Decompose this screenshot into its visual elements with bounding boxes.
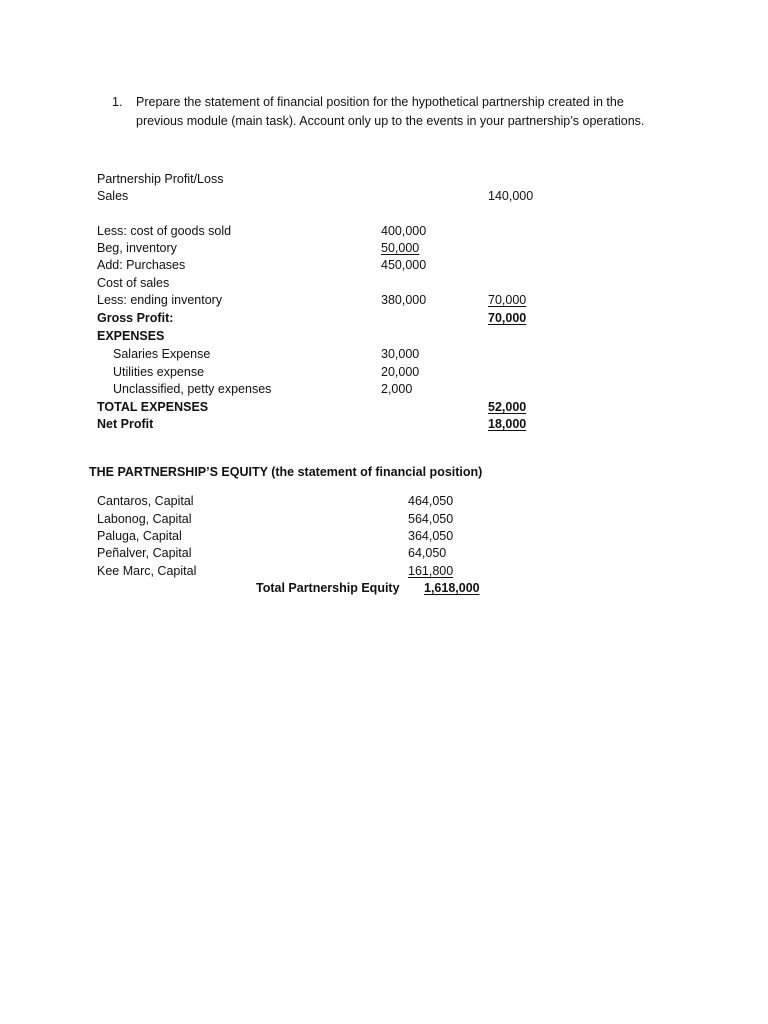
partner-capital-value: 464,050 [408, 494, 454, 508]
partner-capital-value: 364,050 [408, 529, 454, 543]
cogs-value: 400,000 [381, 224, 427, 238]
sales-label: Sales [97, 189, 129, 203]
expense-label: Salaries Expense [113, 347, 211, 361]
total-equity-label: Total Partnership Equity [256, 581, 400, 595]
partner-capital-label: Kee Marc, Capital [97, 564, 197, 578]
instruction-number: 1. [112, 95, 123, 109]
profit-loss-heading: Partnership Profit/Loss [97, 172, 224, 186]
ending-inventory-total: 70,000 [488, 293, 527, 307]
beg-inventory-label: Beg, inventory [97, 241, 177, 255]
purchases-label: Add: Purchases [97, 258, 186, 272]
expense-value: 20,000 [381, 365, 420, 379]
partner-capital-label: Labonog, Capital [97, 512, 192, 526]
net-profit-label: Net Profit [97, 417, 154, 431]
gross-profit-value: 70,000 [488, 311, 527, 325]
expenses-heading: EXPENSES [97, 329, 165, 343]
partner-capital-value: 564,050 [408, 512, 454, 526]
net-profit-value: 18,000 [488, 417, 527, 431]
instruction-line-2: previous module (main task). Account only up to the events in your partnership’s operations. [136, 114, 645, 128]
expense-label: Unclassified, petty expenses [113, 382, 272, 396]
partner-capital-value: 161,800 [408, 564, 454, 578]
sales-value: 140,000 [488, 189, 534, 203]
total-equity-value: 1,618,000 [424, 581, 480, 595]
expense-label: Utilities expense [113, 365, 205, 379]
equity-heading: THE PARTNERSHIP’S EQUITY (the statement of financial position) [89, 465, 483, 479]
partner-capital-label: Paluga, Capital [97, 529, 182, 543]
partner-capital-label: Cantaros, Capital [97, 494, 194, 508]
cogs-label: Less: cost of goods sold [97, 224, 232, 238]
purchases-value: 450,000 [381, 258, 427, 272]
gross-profit-label: Gross Profit: [97, 311, 174, 325]
total-expenses-value: 52,000 [488, 400, 527, 414]
partner-capital-value: 64,050 [408, 546, 447, 560]
expense-value: 2,000 [381, 382, 413, 396]
partner-capital-label: Peñalver, Capital [97, 546, 192, 560]
ending-inventory-value: 380,000 [381, 293, 427, 307]
instruction-line-1: Prepare the statement of financial position for the hypothetical partnership created in the [136, 95, 624, 109]
total-expenses-label: TOTAL EXPENSES [97, 400, 209, 414]
beg-inventory-value: 50,000 [381, 241, 420, 255]
expense-value: 30,000 [381, 347, 420, 361]
cost-of-sales-label: Cost of sales [97, 276, 170, 290]
ending-inventory-label: Less: ending inventory [97, 293, 223, 307]
